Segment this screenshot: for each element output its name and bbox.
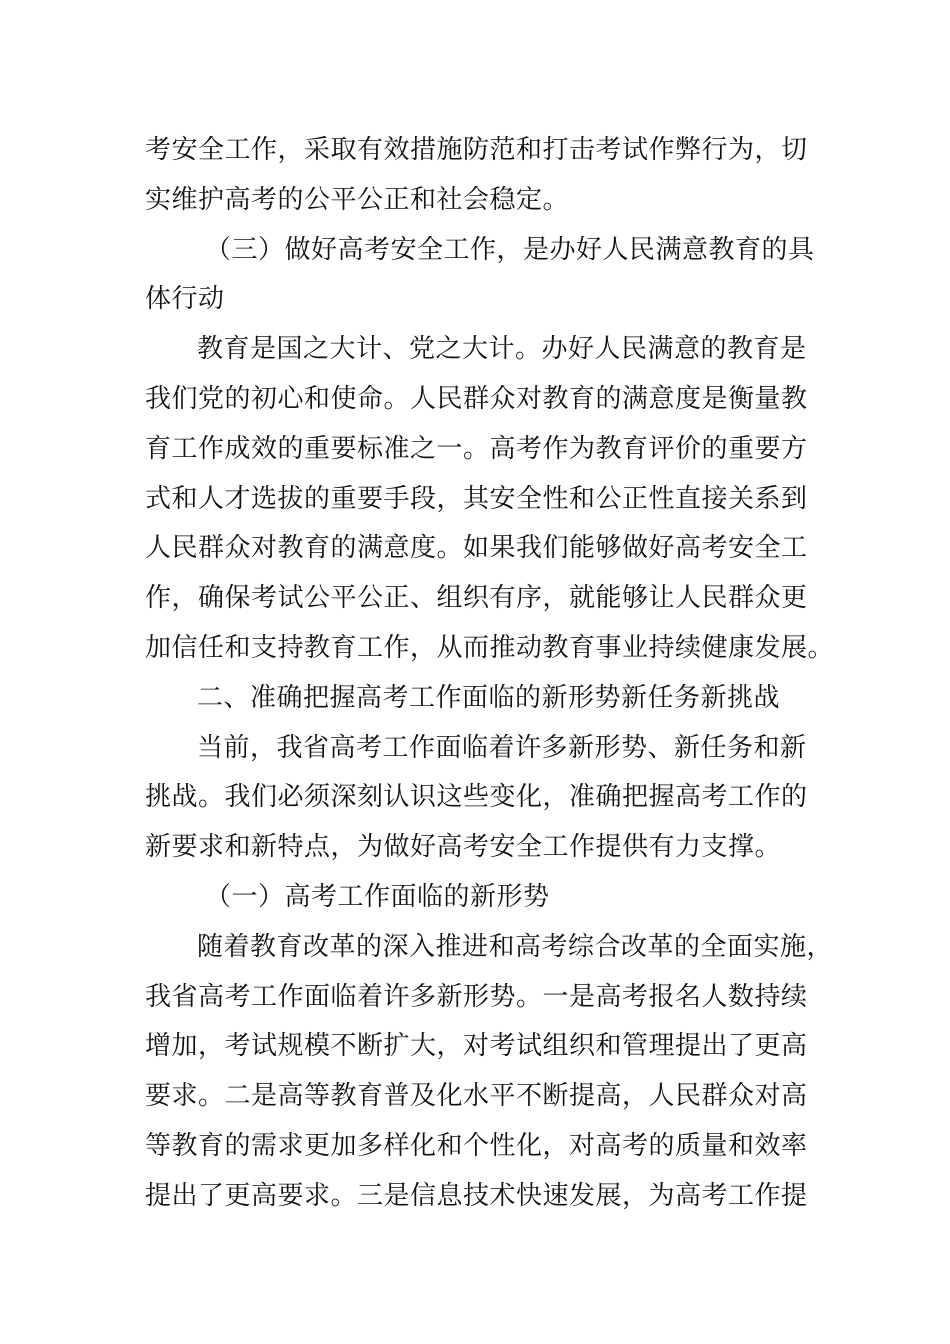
section-heading: （三）做好高考安全工作，是办好人民满意教育的具 [205, 234, 815, 265]
paragraph-start: 随着教育改革的深入推进和高考综合改革的全面实施， [197, 931, 834, 962]
document-body [145, 126, 835, 1222]
chapter-heading: 二、准确把握高考工作面临的新形势新任务新挑战 [197, 682, 781, 713]
text-line: 加信任和支持教育工作，从而推动教育事业持续健康发展。 [145, 632, 835, 663]
text-line: 育工作成效的重要标准之一。高考作为教育评价的重要方 [145, 433, 808, 464]
text-line: 式和人才选拔的重要手段，其安全性和公正性直接关系到 [145, 483, 808, 514]
text-line: 作，确保考试公平公正、组织有序，就能够让人民群众更 [145, 583, 808, 614]
text-line: 挑战。我们必须深刻认识这些变化，准确把握高考工作的 [145, 782, 808, 813]
text-line: 提出了更高要求。三是信息技术快速发展，为高考工作提 [145, 1180, 808, 1211]
text-line: 等教育的需求更加多样化和个性化，对高考的质量和效率 [145, 1130, 808, 1161]
text-line: 实维护高考的公平公正和社会稳定。 [145, 184, 570, 215]
section-heading-continued: 体行动 [145, 284, 225, 315]
paragraph-start: 当前，我省高考工作面临着许多新形势、新任务和新 [197, 732, 807, 763]
paragraph-start: 教育是国之大计、党之大计。办好人民满意的教育是 [197, 334, 807, 365]
text-line: 我省高考工作面临着许多新形势。一是高考报名人数持续 [145, 981, 808, 1012]
section-heading: （一）高考工作面临的新形势 [205, 881, 550, 912]
text-line: 我们党的初心和使命。人民群众对教育的满意度是衡量教 [145, 383, 808, 414]
text-line: 考安全工作，采取有效措施防范和打击考试作弊行为，切 [145, 135, 808, 165]
text-line: 增加，考试规模不断扩大，对考试组织和管理提出了更高 [145, 1031, 808, 1062]
text-line: 人民群众对教育的满意度。如果我们能够做好高考安全工 [145, 533, 808, 564]
text-line: 要求。二是高等教育普及化水平不断提高，人民群众对高 [145, 1081, 808, 1112]
text-line: 新要求和新特点，为做好高考安全工作提供有力支撑。 [145, 832, 782, 863]
